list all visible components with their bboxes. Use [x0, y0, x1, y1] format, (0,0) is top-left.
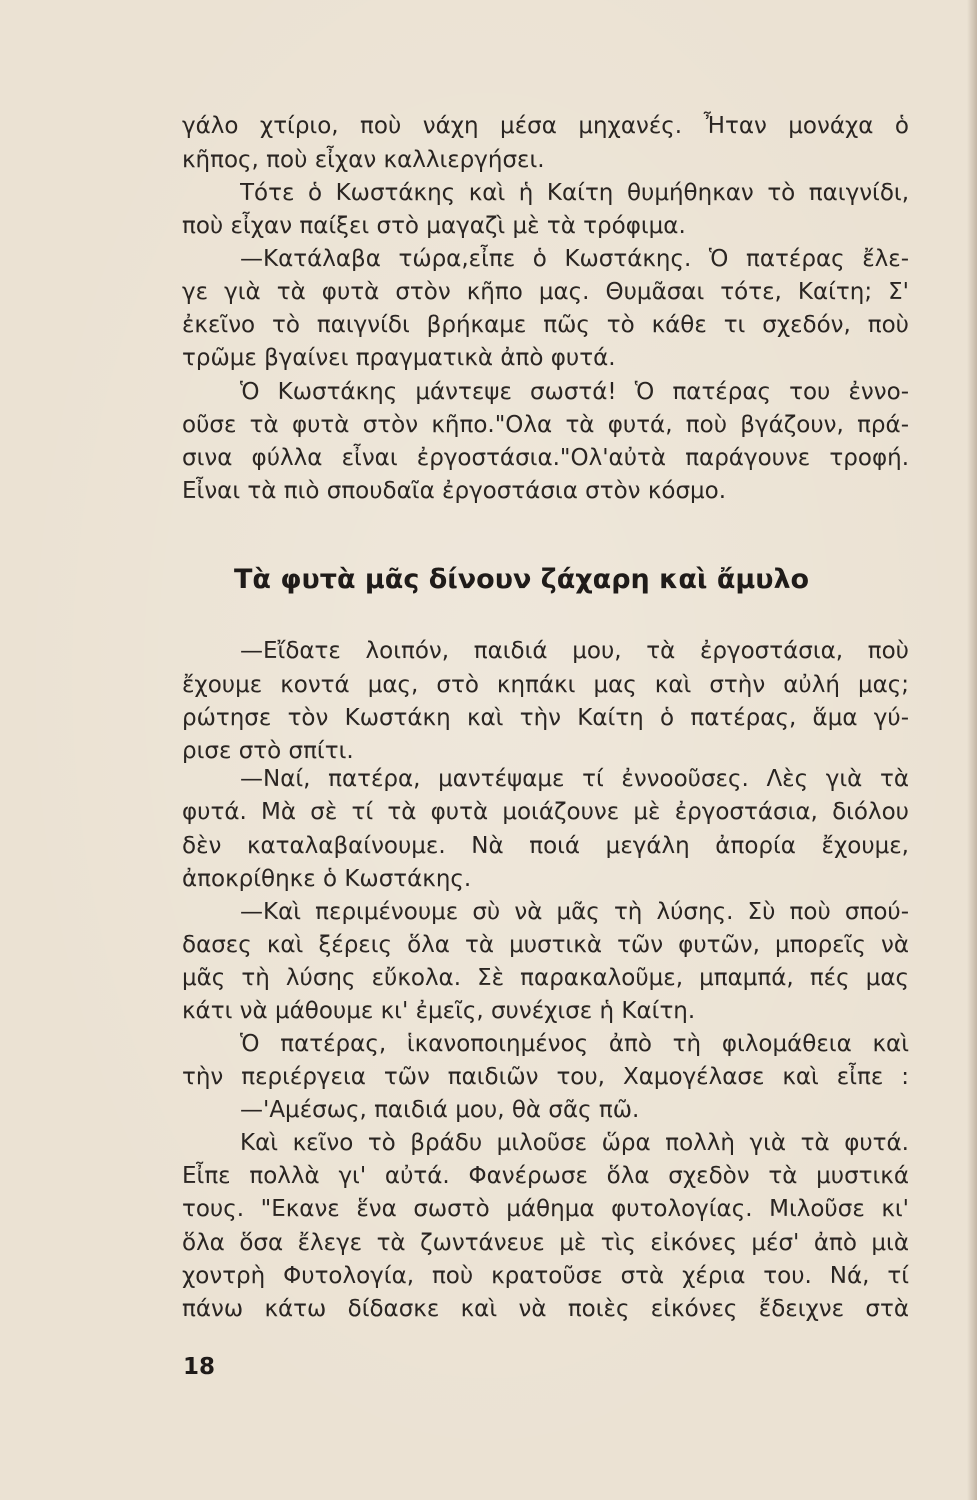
text-line: κάτι νὰ μάθουμε κι' ἐμεῖς, συνέχισε ἡ Καίτη. — [182, 998, 696, 1024]
text-line: —Καὶ περιμένουμε σὺ νὰ μᾶς τὴ λύσης. Σὺ ποὺ σπού- — [240, 899, 909, 925]
text-line: Εἶπε πολλὰ γι' αὐτά. Φανέρωσε ὅλα σχεδὸν τὰ μυστικά — [182, 1163, 909, 1189]
text-line: τὴν περιέργεια τῶν παιδιῶν του, Χαμογέλασε καὶ εἶπε : — [182, 1064, 909, 1090]
text-line: ἀποκρίθηκε ὁ Κωστάκης. — [182, 866, 472, 892]
text-line: πάνω κάτω δίδασκε καὶ νὰ ποιὲς εἰκόνες ἔδειχνε στὰ — [182, 1296, 909, 1322]
text-line: Καὶ κεῖνο τὸ βράδυ μιλοῦσε ὥρα πολλὴ γιὰ τὰ φυτά. — [240, 1130, 909, 1156]
text-line: κῆπος, ποὺ εἶχαν καλλιεργήσει. — [182, 147, 545, 173]
text-line: χοντρὴ Φυτολογία, ποὺ κρατοῦσε στὰ χέρια του. Νά, τί — [182, 1263, 909, 1289]
text-line: φυτά. Μὰ σὲ τί τὰ φυτὰ μοιάζουνε μὲ ἐργοστάσια, διόλου — [182, 799, 909, 825]
text-line: Τότε ὁ Κωστάκης καὶ ἡ Καίτη θυμήθηκαν τὸ παιγνίδι, — [240, 180, 909, 206]
text-line: ἔχουμε κοντά μας, στὸ κηπάκι μας καὶ στὴν αὐλή μας; — [182, 672, 909, 698]
text-line: γάλο χτίριο, ποὺ νάχη μέσα μηχανές. Ἦταν μονάχα ὁ — [182, 113, 909, 139]
text-line: —Εἴδατε λοιπόν, παιδιά μου, τὰ ἐργοστάσια, ποὺ — [240, 638, 909, 664]
text-line: σινα φύλλα εἶναι ἐργοστάσια."Ολ'αὐτὰ παράγουνε τροφή. — [182, 445, 909, 471]
text-line: δασες καὶ ξέρεις ὅλα τὰ μυστικὰ τῶν φυτῶν, μπορεῖς νὰ — [182, 932, 909, 958]
page-number: 18 — [183, 1354, 216, 1380]
text-line: Ὁ πατέρας, ἱκανοποιημένος ἀπὸ τὴ φιλομάθεια καὶ — [240, 1031, 909, 1057]
text-line: ρώτησε τὸν Κωστάκη καὶ τὴν Καίτη ὁ πατέρας, ἅμα γύ- — [182, 705, 909, 731]
text-line: τρῶμε βγαίνει πραγματικὰ ἀπὸ φυτά. — [182, 345, 616, 371]
text-line: Εἶναι τὰ πιὸ σπουδαῖα ἐργοστάσια στὸν κόσμο. — [182, 478, 727, 504]
text-line: —'Αμέσως, παιδιά μου, θὰ σᾶς πῶ. — [240, 1097, 640, 1123]
text-line: ἐκεῖνο τὸ παιγνίδι βρήκαμε πῶς τὸ κάθε τι σχεδόν, ποὺ — [182, 312, 909, 338]
text-line: ρισε στὸ σπίτι. — [182, 738, 354, 764]
text-line: —Ναί, πατέρα, μαντέψαμε τί ἐννοοῦσες. Λὲς γιὰ τὰ — [240, 766, 909, 792]
text-line: —Κατάλαβα τώρα,εἶπε ὁ Κωστάκης. Ὁ πατέρας ἔλε- — [240, 246, 909, 272]
text-line: ποὺ εἶχαν παίξει στὸ μαγαζὶ μὲ τὰ τρόφιμα. — [182, 213, 686, 239]
text-line: οῦσε τὰ φυτὰ στὸν κῆπο."Ολα τὰ φυτά, ποὺ βγάζουν, πρά- — [182, 412, 909, 438]
text-line: Ὁ Κωστάκης μάντεψε σωστά! Ὁ πατέρας του ἐννο- — [240, 379, 909, 405]
section-heading: Τὰ φυτὰ μᾶς δίνουν ζάχαρη καὶ ἄμυλο — [234, 564, 810, 595]
text-line: δὲν καταλαβαίνουμε. Νὰ ποιά μεγάλη ἀπορία ἔχουμε, — [182, 833, 909, 859]
text-line: ὅλα ὅσα ἔλεγε τὰ ζωντάνευε μὲ τὶς εἰκόνες μέσ' ἀπὸ μιὰ — [182, 1230, 909, 1256]
text-line: τους. "Εκανε ἕνα σωστὸ μάθημα φυτολογίας. Μιλοῦσε κι' — [182, 1196, 909, 1222]
text-line: γε γιὰ τὰ φυτὰ στὸν κῆπο μας. Θυμᾶσαι τότε, Καίτη; Σ' — [182, 279, 909, 305]
text-line: μᾶς τὴ λύσης εὔκολα. Σὲ παρακαλοῦμε, μπαμπά, πές μας — [182, 965, 909, 991]
